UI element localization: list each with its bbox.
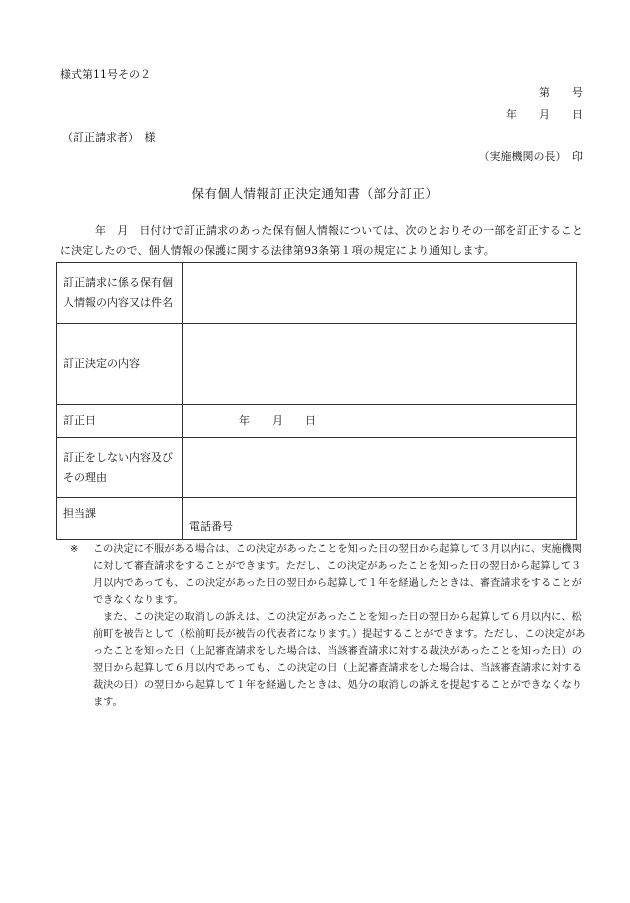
row-label-correction-date: 訂正日	[57, 405, 183, 438]
table-row	[57, 324, 577, 405]
notes-section	[70, 541, 590, 711]
row-value-reason[interactable]	[183, 438, 577, 498]
note-paragraph-lawsuit: また、この決定の取消しの訴えは、この決定があったことを知った日の翌日から起算して６月以内に、松前町を被告として（松前町長が被告の代表者になります。）提起することができます。ただし、この決定があったことを知った日（上記審査請求をした場合は、当該審査請求に対する裁決があったことを知った日）の翌日から起算して６月以内であっても、この決定の日（上記審査請求をした場合は、当該審査請求に対する裁決の日）の翌日から起算して１年を経過したときは、処分の取消しの訴えを提起することができなくなります。	[93, 612, 586, 708]
table-row	[57, 405, 577, 438]
row-label-decision: 訂正決定の内容	[57, 324, 183, 405]
note-paragraph-appeal: この決定に不服がある場合は、この決定があったことを知った日の翌日から起算して３月以内に、実施機関に対して審査請求をすることができます。ただし、この決定があったことを知った日の翌日から起算して３月以内であっても、この決定があった日の翌日から起算して１年を経過したときは、審査請求をすることができなくなります。	[93, 544, 582, 606]
row-label-subject: 訂正請求に係る保有個人情報の内容又は件名	[57, 263, 183, 324]
row-value-correction-date[interactable]: 年 月 日	[183, 405, 577, 438]
requester-name: （訂正請求者） 様	[62, 131, 156, 144]
row-value-decision[interactable]	[183, 324, 577, 405]
table-row	[57, 438, 577, 498]
table-row	[57, 498, 577, 540]
decision-table	[56, 262, 577, 540]
form-number: 様式第11号その２	[60, 68, 151, 81]
intro-paragraph: 年 月 日付けで訂正請求のあった保有個人情報については、次のとおりその一部を訂正することに決定したので、個人情報の保護に関する法律第93条第１項の規定により通知します。	[60, 224, 584, 257]
document-date: 年 月 日	[506, 108, 583, 121]
agency-head-seal: （実施機関の長） 印	[478, 150, 583, 163]
row-value-phone[interactable]: 電話番号	[183, 498, 577, 540]
row-label-reason: 訂正をしない内容及びその理由	[57, 438, 183, 498]
note-mark: ※	[70, 544, 79, 555]
table-row	[57, 263, 577, 324]
row-value-subject[interactable]	[183, 263, 577, 324]
row-label-department: 担当課	[57, 498, 183, 540]
document-number: 第 号	[539, 86, 583, 99]
document-title: 保有個人情報訂正決定通知書（部分訂正）	[191, 186, 439, 201]
